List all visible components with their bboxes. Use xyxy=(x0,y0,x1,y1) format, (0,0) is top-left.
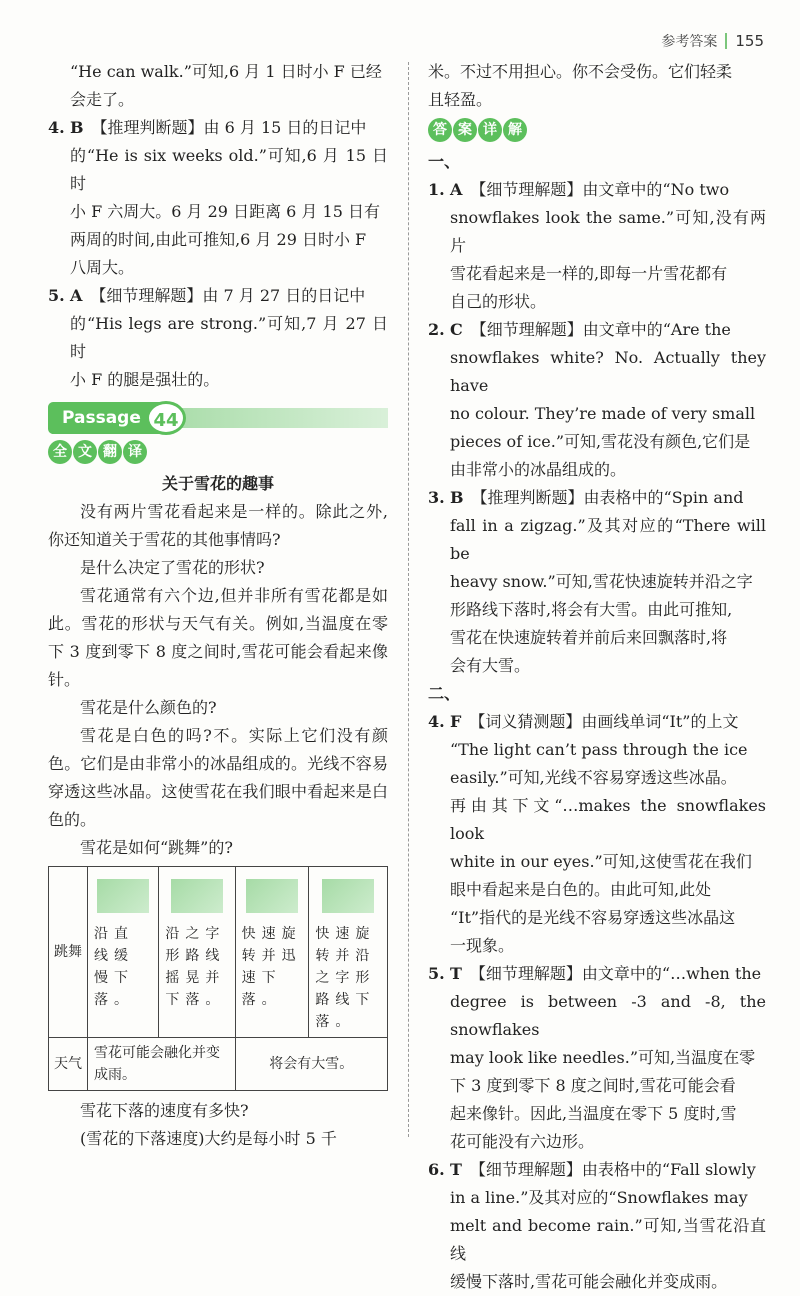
right-top-line-1: 米。不过不用担心。你不会受伤。它们轻柔 xyxy=(428,62,733,81)
snowflake-image xyxy=(322,879,374,913)
label-char: 全 xyxy=(48,440,72,464)
item-line: easily.”可知,光线不容易穿透这些冰晶。 xyxy=(450,768,737,787)
paragraph: 雪花通常有六个边,但并非所有雪花都是如此。雪花的形状与天气有关。例如,当温度在零下 3 度到零下 8 度之间时,雪花可能会看起来像针。 xyxy=(48,586,388,689)
right-column xyxy=(428,58,766,1296)
label-char: 答 xyxy=(428,118,452,142)
item-line: 两周的时间,由此可推知,6 月 29 日时小 F xyxy=(70,230,367,249)
left-top-line-2: 会走了。 xyxy=(70,90,135,109)
item-line: 【词义猜测题】由画线单词“It”的上文 xyxy=(469,712,739,731)
table-row-head: 跳舞 xyxy=(49,867,88,1038)
left-top-line-1: “He can walk.”可知,6 月 1 日时小 F 已经 xyxy=(70,62,382,81)
item-line: 【推理判断题】由表格中的“Spin and xyxy=(471,488,744,507)
label-char: 详 xyxy=(478,118,502,142)
item-line: in a line.”及其对应的“Snowflakes may xyxy=(450,1188,748,1207)
header-title: 参考答案 xyxy=(661,34,718,50)
item-line: 自己的形状。 xyxy=(450,292,547,311)
item-line: “It”指代的是光线不容易穿透这些冰晶这 xyxy=(450,908,736,927)
answer-letter: T xyxy=(450,1160,462,1179)
item-number: 1. xyxy=(428,180,445,199)
snowflake-image xyxy=(171,879,223,913)
item-line: 再由其下文“…makes the snowflakes look xyxy=(450,796,766,843)
answer-letter: C xyxy=(450,320,463,339)
item-line: 【推理判断题】由 6 月 15 日的日记中 xyxy=(91,118,367,137)
right-answer-item-5 xyxy=(428,960,766,1156)
item-line: 眼中看起来是白色的。由此可知,此处 xyxy=(450,880,712,899)
article-title: 关于雪花的趣事 xyxy=(161,474,274,493)
item-line: 的“His legs are strong.”可知,7 月 27 日时 xyxy=(70,314,388,361)
page-number: 155 xyxy=(735,32,764,50)
item-line: 形路线下落时,将会有大雪。由此可推知, xyxy=(450,600,733,619)
snowflake-image xyxy=(97,879,149,913)
right-answer-item-4 xyxy=(428,708,766,960)
passage-banner xyxy=(48,402,388,434)
cell-text: 沿之字形路线摇晃并下落。 xyxy=(165,926,226,1008)
snowflake-table xyxy=(48,866,388,1091)
paragraph: 雪花是白色的吗?不。实际上它们没有颜色。它们是由非常小的冰晶组成的。光线不容易穿透这些冰晶。这使雪花在我们眼中看起来是白色的。 xyxy=(48,726,388,829)
item-line: 花可能没有六边形。 xyxy=(450,1132,595,1151)
item-line: 小 F 六周大。6 月 29 日距离 6 月 15 日有 xyxy=(70,202,380,221)
paragraph: 没有两片雪花看起来是一样的。除此之外,你还知道关于雪花的其他事情吗? xyxy=(48,502,388,549)
right-top-line-2: 且轻盈。 xyxy=(428,90,493,109)
answer-letter: A xyxy=(70,286,83,305)
left-answer-item-4 xyxy=(48,114,388,282)
item-line: 【细节理解题】由文章中的“No two xyxy=(470,180,730,199)
left-answer-item-5 xyxy=(48,282,388,394)
table-cell: 雪花可能会融化并变成雨。 xyxy=(88,1038,236,1091)
right-answer-item-2 xyxy=(428,316,766,484)
answer-detail-label xyxy=(428,118,766,142)
answer-letter: F xyxy=(450,712,462,731)
item-line: snowflakes look the same.”可知,没有两片 xyxy=(450,208,766,255)
section-one: 一、 xyxy=(428,152,461,171)
item-number: 5. xyxy=(428,964,445,983)
paragraph: (雪花的下落速度)大约是每小时 5 千 xyxy=(80,1129,337,1148)
label-char: 翻 xyxy=(98,440,122,464)
label-char: 文 xyxy=(73,440,97,464)
section-two: 二、 xyxy=(428,684,461,703)
cell-text: 快速旋转并沿之字形路线下落。 xyxy=(315,926,376,1030)
right-answer-item-6 xyxy=(428,1156,766,1296)
item-line: 下 3 度到零下 8 度之间时,雪花可能会看 xyxy=(450,1076,736,1095)
right-answer-item-1 xyxy=(428,176,766,316)
item-line: may look like needles.”可知,当温度在零 xyxy=(450,1048,756,1067)
item-line: fall in a zigzag.”及其对应的“There will be xyxy=(450,516,766,563)
passage-number: 44 xyxy=(146,401,186,435)
item-line: 由非常小的冰晶组成的。 xyxy=(450,460,627,479)
item-number: 4. xyxy=(48,118,65,137)
item-number: 5. xyxy=(48,286,65,305)
table-cell xyxy=(309,867,388,1038)
answer-letter: A xyxy=(450,180,463,199)
answer-letter: B xyxy=(70,118,84,137)
answer-letter: T xyxy=(450,964,462,983)
header-separator xyxy=(725,33,727,49)
answer-letter: B xyxy=(450,488,464,507)
label-char: 案 xyxy=(453,118,477,142)
table-cell xyxy=(235,867,309,1038)
item-number: 6. xyxy=(428,1160,445,1179)
item-line: 缓慢下落时,雪花可能会融化并变成雨。 xyxy=(450,1272,728,1291)
item-line: 雪花看起来是一样的,即每一片雪花都有 xyxy=(450,264,728,283)
left-column xyxy=(48,58,388,1153)
paragraph: 雪花下落的速度有多快? xyxy=(80,1101,249,1120)
item-line: 会有大雪。 xyxy=(450,656,531,675)
cell-text: 沿直线缓慢下落。 xyxy=(94,926,134,1008)
paragraph: 雪花是什么颜色的? xyxy=(80,698,217,717)
item-line: “The light can’t pass through the ice xyxy=(450,740,748,759)
item-line: pieces of ice.”可知,雪花没有颜色,它们是 xyxy=(450,432,751,451)
table-cell xyxy=(88,867,159,1038)
item-line: white in our eyes.”可知,这使雪花在我们 xyxy=(450,852,752,871)
item-line: heavy snow.”可知,雪花快速旋转并沿之字 xyxy=(450,572,753,591)
table-row-head: 天气 xyxy=(49,1038,88,1091)
paragraph: 是什么决定了雪花的形状? xyxy=(80,558,265,577)
item-line: 【细节理解题】由文章中的“…when the xyxy=(469,964,762,983)
paragraph: 雪花是如何“跳舞”的? xyxy=(80,838,233,857)
item-number: 3. xyxy=(428,488,445,507)
item-number: 2. xyxy=(428,320,445,339)
label-char: 解 xyxy=(503,118,527,142)
item-number: 4. xyxy=(428,712,445,731)
item-line: 起来像针。因此,当温度在零下 5 度时,雪 xyxy=(450,1104,737,1123)
item-line: 一现象。 xyxy=(450,936,515,955)
page-header xyxy=(661,30,764,52)
column-divider xyxy=(408,62,409,1137)
table-cell: 将会有大雪。 xyxy=(235,1038,387,1091)
item-line: snowflakes white? No. Actually they have xyxy=(450,348,766,395)
translation-label xyxy=(48,440,388,464)
item-line: 八周大。 xyxy=(70,258,135,277)
cell-text: 快速旋转并迅速下落。 xyxy=(241,926,302,1008)
item-line: no colour. They’re made of very small xyxy=(450,404,756,423)
item-line: 【细节理解题】由 7 月 27 日的日记中 xyxy=(90,286,366,305)
snowflake-image xyxy=(246,879,298,913)
item-line: 的“He is six weeks old.”可知,6 月 15 日时 xyxy=(70,146,388,193)
item-line: 【细节理解题】由表格中的“Fall slowly xyxy=(469,1160,756,1179)
item-line: melt and become rain.”可知,当雪花沿直线 xyxy=(450,1216,766,1263)
item-line: 小 F 的腿是强壮的。 xyxy=(70,370,220,389)
right-answer-item-3 xyxy=(428,484,766,680)
item-line: degree is between -3 and -8, the snowflakes xyxy=(450,992,766,1039)
item-line: 雪花在快速旋转着并前后来回飘落时,将 xyxy=(450,628,728,647)
item-line: 【细节理解题】由文章中的“Are the xyxy=(470,320,731,339)
table-cell xyxy=(159,867,235,1038)
label-char: 译 xyxy=(123,440,147,464)
passage-label: Passage xyxy=(48,402,185,434)
